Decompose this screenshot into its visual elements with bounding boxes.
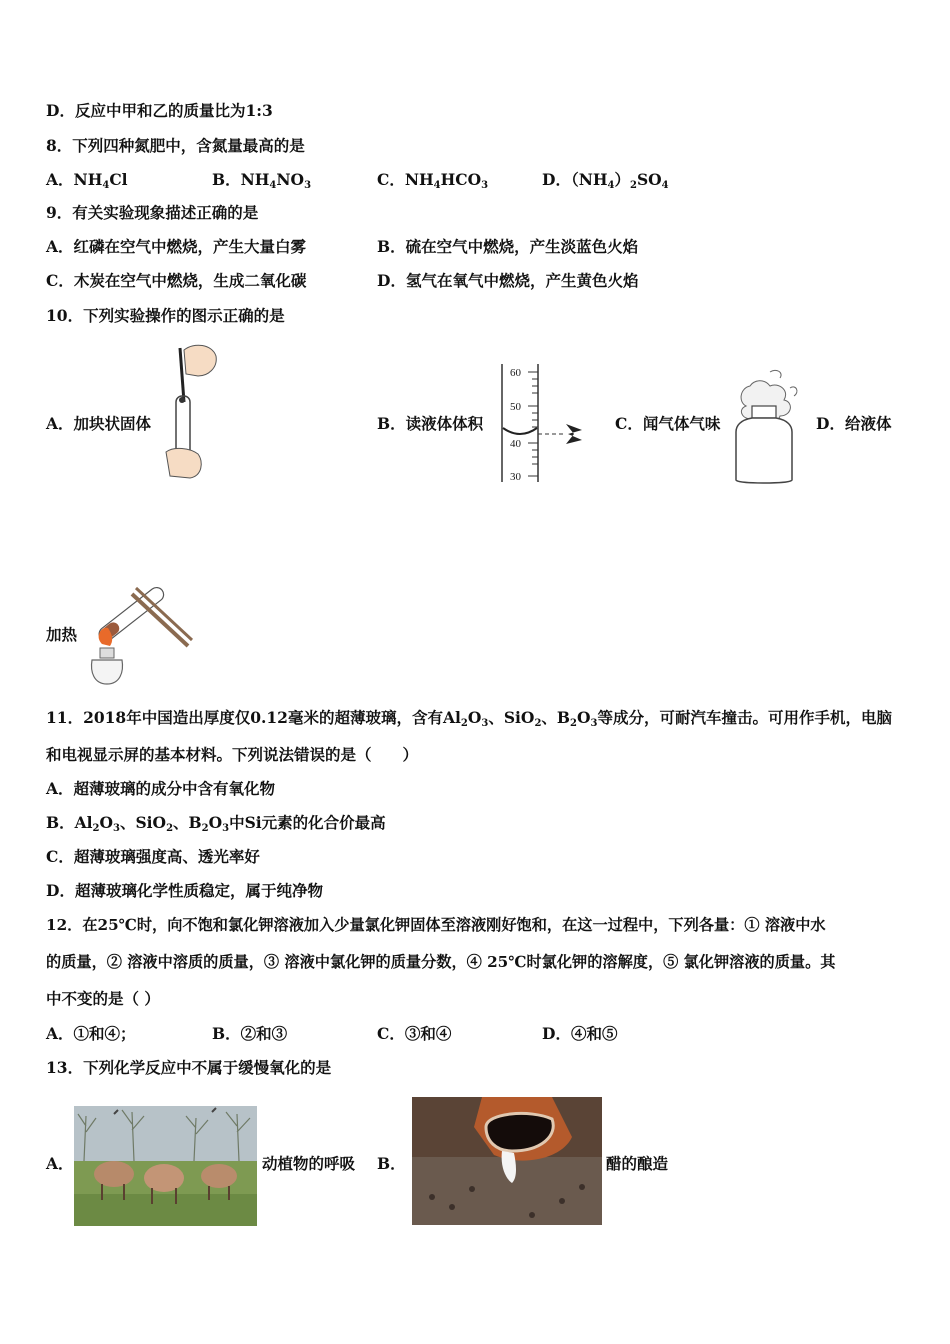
q11-stem-line-2: 和电视显示屏的基本材料。下列说法错误的是（ ） [46,745,419,764]
q12-option-b: B．②和③ [212,1024,288,1043]
tick-label: 40 [510,438,521,450]
q9-option-d: D．氢气在氧气中燃烧，产生黄色火焰 [377,271,639,290]
q10-option-d-continued: 加热 [46,625,78,644]
q8-option-c: C．$NH_4HCO_3$ [377,170,489,191]
gas-bottle-icon [736,418,792,483]
tick-label: 50 [510,401,521,413]
q7-option-d: D．反应中甲和乙的质量比为1:3 [46,101,273,120]
upper-hand-icon [184,345,216,376]
tick-label: 30 [510,471,521,483]
q8-option-b: B．$NH_4NO_3$ [212,170,312,191]
q9-option-b: B．硫在空气中燃烧，产生淡蓝色火焰 [377,237,639,256]
q12-option-c: C．③和④ [377,1024,452,1043]
figure-read-cylinder [498,362,590,484]
alcohol-lamp-icon [92,660,123,684]
q12-stem-line-2: 的质量，② 溶液中溶质的质量，③ 溶液中氯化钾的质量分数，④ 25℃时氯化钾的溶解度，⑤ 氯化钾溶液的质量。其 [46,953,836,971]
q13-option-b-text: 醋的酿造 [606,1154,669,1173]
q11-option-d: D．超薄玻璃化学性质稳定，属于纯净物 [46,881,323,900]
tweezers-icon [180,348,184,402]
q11-stem-line-1: 11．2018年中国造出厚度仅0.12毫米的超薄玻璃，含有$Al_2O_3$、SiO$_2$、$B_2O_3$等成分，可耐汽车撞击。可用作手机，电脑 [46,708,892,729]
q11-option-b: B．$Al_2O_3$、SiO$_2$、$B_2O_3$中Si元素的化合价最高 [46,813,386,834]
photo-deer-grazing [74,1106,257,1226]
tick-label: 60 [510,367,521,379]
q10-option-a: A．加块状固体 [46,414,152,433]
meniscus-icon [503,428,537,434]
eye-icon [566,424,582,444]
q9-option-a: A．红磷在空气中燃烧，产生大量白雾 [46,237,307,256]
tube-holder-icon [132,594,188,646]
q10-option-b: B．读液体体积 [377,414,484,433]
q12-stem-line-3: 中不变的是（ ） [46,989,160,1008]
figure-smell-gas [732,366,802,486]
q13-option-a-text: 动植物的呼吸 [262,1154,356,1173]
q13-option-a-label: A． [46,1154,74,1173]
q10-option-d: D．给液体 [816,414,892,433]
q8-stem: 8．下列四种氮肥中，含氮量最高的是 [46,136,305,155]
figure-heat-liquid [84,576,194,690]
deer-icon [144,1164,184,1192]
q13-option-b-label: B． [377,1154,406,1173]
q8-option-a: A．$NH_4Cl$ [46,170,128,191]
q10-stem: 10．下列实验操作的图示正确的是 [46,306,285,325]
lower-hand-icon [166,448,201,478]
photo-vinegar-brewing [412,1097,602,1225]
q11-option-c: C．超薄玻璃强度高、透光率好 [46,847,260,866]
q10-option-c: C．闻气体气味 [615,414,721,433]
q11-option-a: A．超薄玻璃的成分中含有氧化物 [46,779,276,798]
deer-icon [201,1164,237,1188]
q9-option-c: C．木炭在空气中燃烧，生成二氧化碳 [46,271,307,290]
figure-add-solid [160,342,220,482]
q12-option-a: A．①和④； [46,1024,136,1043]
q8-option-d: D．$(NH_4)_2SO_4$ [542,170,669,191]
q13-stem: 13．下列化学反应中不属于缓慢氧化的是 [46,1058,332,1077]
q12-option-d: D．④和⑤ [542,1024,618,1043]
deer-icon [94,1161,134,1187]
q9-stem: 9．有关实验现象描述正确的是 [46,203,259,222]
q12-stem-line-1: 12．在25℃时，向不饱和氯化钾溶液加入少量氯化钾固体至溶液刚好饱和，在这一过程中，下列各量：① 溶液中水 [46,916,826,934]
